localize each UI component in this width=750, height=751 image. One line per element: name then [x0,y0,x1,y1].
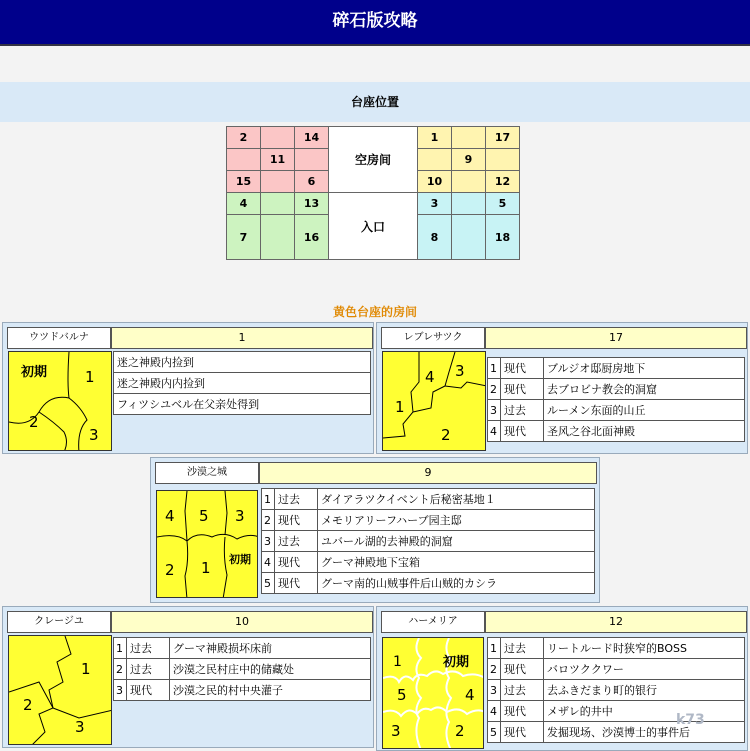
acquisition-table [487,357,745,442]
map-cell [295,149,329,171]
map-cell: 1 [418,127,452,149]
map-cell: 9 [452,149,486,171]
location-cell: バロツククワー [544,659,745,680]
tablet-label: 3 [89,426,99,444]
page-title: 碎石版攻略 [332,11,418,31]
map-cell [452,193,486,215]
panel-tablet-12 [376,606,748,751]
location-cell: ブルジオ邸厨房地下 [544,358,745,379]
era-cell: 现代 [275,552,318,573]
table-row [114,394,371,415]
panel-number: 10 [111,611,373,633]
row-number: 3 [262,531,275,552]
table-row [114,352,371,373]
map-cell: 4 [227,193,261,215]
tablet-image [8,635,112,745]
tablet-label: 1 [395,398,405,416]
location-cell: 圣风之谷北面神殿 [544,421,745,442]
location-cell: グーマ神殿地下宝箱 [318,552,595,573]
row-number: 3 [488,400,501,421]
row-number: 4 [488,701,501,722]
row-number: 5 [488,722,501,743]
panel-tablet-17 [376,322,748,454]
tablet-label: 2 [441,426,451,444]
page-title-bar [0,0,750,46]
location-cell: ダイアラツクイベント后秘密基地１ [318,489,595,510]
table-row [488,379,745,400]
acquisition-table [113,351,371,415]
era-cell: 现代 [501,722,544,743]
tablet-shape-illustration [383,352,486,451]
row-number: 1 [488,358,501,379]
tablet-label: 1 [85,368,95,386]
map-cell [261,127,295,149]
location-cell: 发掘现场、沙漠博士的事件后 [544,722,745,743]
location-cell: 迷之神殿内捡到 [114,352,371,373]
panel-tablet-1 [2,322,374,454]
tablet-image [8,351,112,451]
table-row [488,659,745,680]
map-cell: 14 [295,127,329,149]
map-cell [452,215,486,260]
table-row [262,552,595,573]
tablet-label: 2 [23,696,33,714]
row-number: 4 [262,552,275,573]
row-number: 1 [262,489,275,510]
panel-name: 沙漠之城 [155,462,259,484]
era-cell: 过去 [127,659,170,680]
row-number: 1 [488,638,501,659]
tablet-label: 1 [393,654,402,670]
tablet-label: 初期 [21,365,48,380]
map-cell [452,127,486,149]
location-cell: 去ふきだまり町的银行 [544,680,745,701]
acquisition-table [113,637,371,701]
map-cell: 18 [486,215,520,260]
era-cell: 现代 [501,659,544,680]
era-cell: 现代 [501,421,544,442]
table-row [488,701,745,722]
era-cell: 现代 [275,510,318,531]
tablet-label: 1 [201,559,211,577]
era-cell: 过去 [275,489,318,510]
tablet-label: 2 [165,561,175,579]
map-cell [486,149,520,171]
panel-number: 17 [485,327,747,349]
table-row [488,722,745,743]
map-cell: 3 [418,193,452,215]
tablet-label: 5 [199,507,209,525]
table-row [114,638,371,659]
row-number: 3 [114,680,127,701]
table-row [488,358,745,379]
map-cell: 8 [418,215,452,260]
row-number: 4 [488,421,501,442]
pedestal-map [226,126,520,260]
row-number: 2 [488,379,501,400]
map-cell [227,149,261,171]
map-cell: 13 [295,193,329,215]
location-cell: 迷之神殿内内捡到 [114,373,371,394]
map-cell [452,171,486,193]
tablet-image [382,351,486,451]
location-cell: ルーメン东面的山丘 [544,400,745,421]
tablet-label: 2 [29,413,39,431]
panel-number: 1 [111,327,373,349]
tablet-label: 初期 [229,553,251,566]
panel-number: 12 [485,611,747,633]
tablet-label: 初期 [443,655,470,670]
era-cell: 现代 [127,680,170,701]
location-cell: 沙漠之民的村中央灌子 [170,680,371,701]
location-cell: メモリアリーフハーブ园主邸 [318,510,595,531]
tablet-label: 4 [165,507,175,525]
location-cell: グーマ南的山贼事件后山贼的カシラ [318,573,595,594]
era-cell: 现代 [501,358,544,379]
tablet-shape-illustration [9,352,112,451]
map-cell: 12 [486,171,520,193]
panel-number: 9 [259,462,597,484]
location-cell: グーマ神殿损坏床前 [170,638,371,659]
row-number: 1 [114,638,127,659]
era-cell: 过去 [127,638,170,659]
watermark: k73 [676,712,705,728]
tablet-label: 3 [455,362,465,380]
table-row [262,510,595,531]
yellow-rooms-title: 黄色台座的房间 [332,305,417,319]
tablet-shape-illustration [157,491,258,598]
tablet-label: 3 [75,718,85,736]
empty-room-cell: 空房间 [329,127,418,193]
tablet-label: 1 [81,660,91,678]
tablet-label: 3 [391,722,401,740]
map-cell: 17 [486,127,520,149]
tablet-label: 2 [455,722,465,740]
table-row [114,680,371,701]
section-header [0,82,750,122]
map-cell: 5 [486,193,520,215]
location-cell: フィツシユベル在父亲处得到 [114,394,371,415]
map-cell [418,149,452,171]
tablet-label: 4 [465,686,475,704]
map-cell: 11 [261,149,295,171]
map-cell: 15 [227,171,261,193]
table-row [488,421,745,442]
map-cell: 2 [227,127,261,149]
map-cell [261,215,295,260]
table-row [114,659,371,680]
panel-name: レブレサツク [381,327,485,349]
era-cell: 过去 [501,638,544,659]
tablet-image [382,637,484,749]
tablet-shape-illustration [9,636,112,745]
table-row [488,638,745,659]
table-row [262,573,595,594]
era-cell: 现代 [275,573,318,594]
row-number: 5 [262,573,275,594]
tablet-label: 4 [425,368,435,386]
row-number: 2 [262,510,275,531]
location-cell: 去ブロビナ教会的洞窟 [544,379,745,400]
map-cell [261,193,295,215]
table-row [488,680,745,701]
table-row [262,489,595,510]
acquisition-table [261,488,595,594]
row-number: 2 [114,659,127,680]
location-cell: 沙漠之民村庄中的储藏处 [170,659,371,680]
era-cell: 过去 [501,400,544,421]
table-row [488,400,745,421]
era-cell: 过去 [275,531,318,552]
row-number: 3 [488,680,501,701]
panel-name: ハーメリア [381,611,485,633]
map-cell: 7 [227,215,261,260]
location-cell: リートルード时狭窄的BOSS [544,638,745,659]
panel-tablet-9 [150,457,600,603]
panel-name: クレージユ [7,611,111,633]
table-row [114,373,371,394]
entrance-cell: 入口 [329,193,418,260]
map-cell [261,171,295,193]
table-row [262,531,595,552]
tablet-image [156,490,258,598]
tablet-label: 5 [397,686,407,704]
tablet-label: 3 [235,507,245,525]
map-cell: 16 [295,215,329,260]
acquisition-table [487,637,745,743]
panel-tablet-10 [2,606,374,748]
tablet-shape-illustration [383,638,484,749]
section-label: 台座位置 [350,95,399,109]
map-cell: 10 [418,171,452,193]
era-cell: 现代 [501,701,544,722]
location-cell: メザレ的井中 [544,701,745,722]
row-number: 2 [488,659,501,680]
map-cell: 6 [295,171,329,193]
era-cell: 现代 [501,379,544,400]
location-cell: ユバール湖的去神殿的洞窟 [318,531,595,552]
panel-name: ウツドバルナ [7,327,111,349]
era-cell: 过去 [501,680,544,701]
